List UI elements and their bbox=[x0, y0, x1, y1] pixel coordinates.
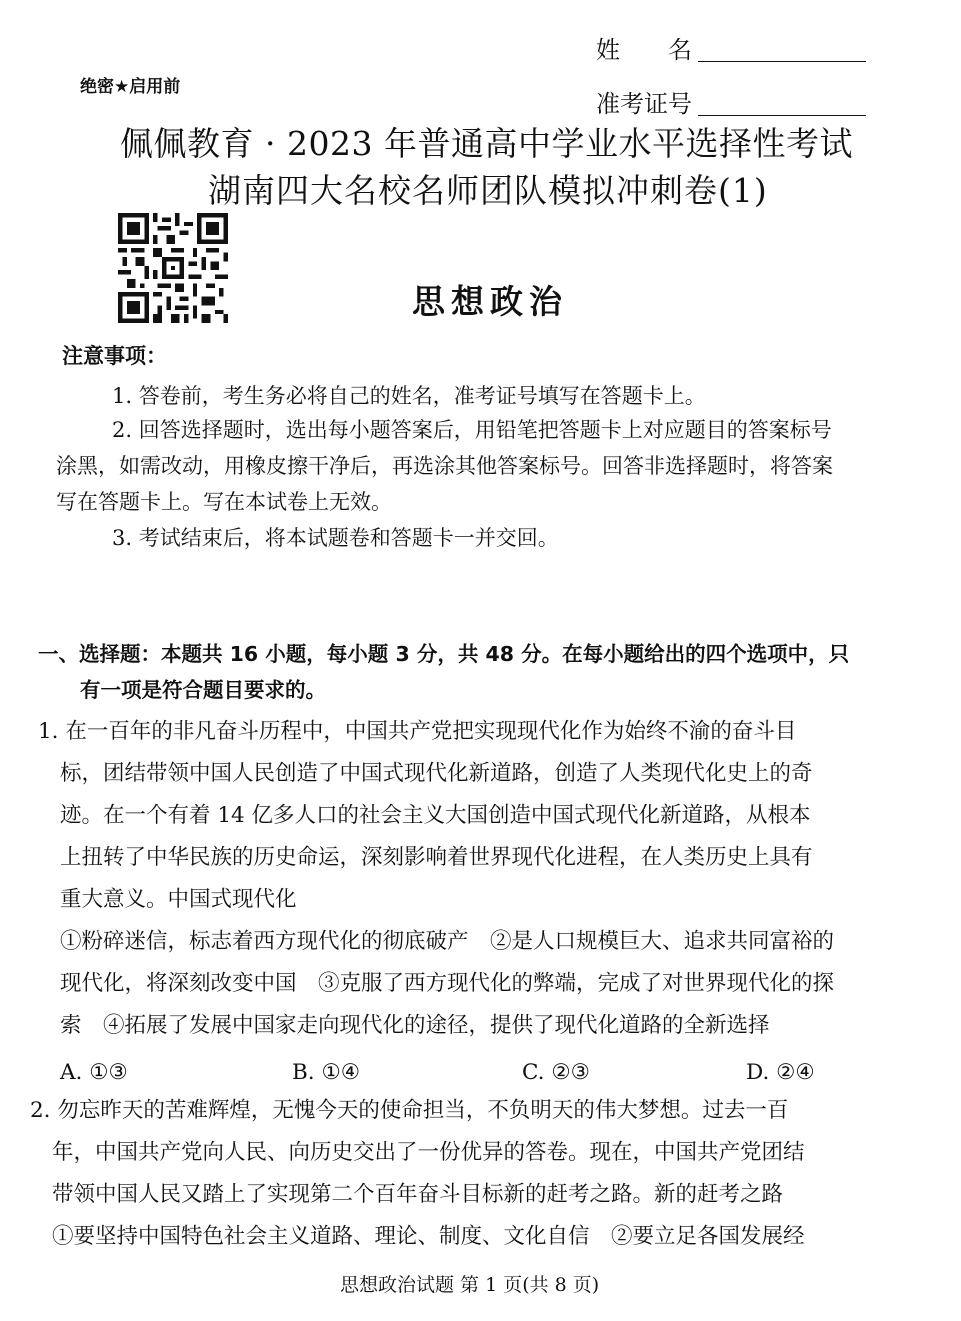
notice-item: 3. 考试结束后，将本试题卷和答题卡一并交回。 bbox=[112, 526, 559, 550]
name-label: 姓 名 bbox=[596, 36, 692, 64]
q2-line: 2. 勿忘昨天的苦难辉煌，无愧今天的使命担当，不负明天的伟大梦想。过去一百 bbox=[30, 1098, 789, 1123]
subject-title: 思想政治 bbox=[412, 282, 568, 321]
q1-option-d: D. ②④ bbox=[746, 1060, 815, 1085]
q1-option-c: C. ②③ bbox=[522, 1060, 590, 1085]
q1-line: 上扭转了中华民族的历史命运，深刻影响着世界现代化进程，在人类历史上具有 bbox=[60, 845, 813, 870]
section-heading-cont: 有一项是符合题目要求的。 bbox=[80, 678, 326, 702]
id-field bbox=[596, 84, 866, 119]
qr-code-icon bbox=[118, 213, 228, 323]
notice-heading: 注意事项： bbox=[62, 344, 167, 368]
q2-line: 带领中国人民又踏上了实现第二个百年奋斗目标新的赶考之路。新的赶考之路 bbox=[52, 1182, 784, 1207]
q2-line: 年，中国共产党向人民、向历史交出了一份优异的答卷。现在，中国共产党团结 bbox=[52, 1140, 805, 1165]
notice-item: 涂黑，如需改动，用橡皮擦干净后，再选涂其他答案标号。回答非选择题时，将答案 bbox=[56, 454, 833, 478]
notice-item: 1. 答卷前，考生务必将自己的姓名，准考证号填写在答题卡上。 bbox=[112, 384, 706, 408]
q1-line: 标，团结带领中国人民创造了中国式现代化新道路，创造了人类现代化史上的奇 bbox=[60, 761, 813, 786]
name-field bbox=[596, 30, 866, 65]
section-heading: 一、选择题：本题共 16 小题，每小题 3 分，共 48 分。在每小题给出的四个选项中，只 bbox=[38, 642, 850, 666]
q1-statement: 索 ④拓展了发展中国家走向现代化的途径，提供了现代化道路的全新选择 bbox=[60, 1013, 770, 1038]
secret-label: 绝密★启用前 bbox=[80, 77, 181, 97]
q1-line: 1. 在一百年的非凡奋斗历程中，中国共产党把实现现代化作为始终不渝的奋斗目 bbox=[38, 719, 797, 744]
id-label: 准考证号 bbox=[596, 90, 692, 118]
notice-item: 写在答题卡上。写在本试卷上无效。 bbox=[56, 490, 392, 514]
id-blank bbox=[698, 115, 866, 116]
q2-line: ①要坚持中国特色社会主义道路、理论、制度、文化自信 ②要立足各国发展经 bbox=[52, 1224, 805, 1249]
exam-subtitle-line: 湖南四大名校名师团队模拟冲刺卷(1) bbox=[208, 171, 768, 210]
q1-option-a: A. ①③ bbox=[60, 1060, 128, 1085]
q1-statement: ①粉碎迷信，标志着西方现代化的彻底破产 ②是人口规模巨大、追求共同富裕的 bbox=[60, 929, 835, 954]
q1-line: 重大意义。中国式现代化 bbox=[60, 887, 297, 912]
exam-title: 佩佩教育 · 2023 年普通高中学业水平选择性考试 bbox=[120, 124, 853, 163]
q1-option-b: B. ①④ bbox=[292, 1060, 361, 1085]
name-blank bbox=[698, 61, 866, 62]
question-1 bbox=[38, 711, 834, 1047]
question-2 bbox=[30, 1090, 805, 1258]
notice-item: 2. 回答选择题时，选出每小题答案后，用铅笔把答题卡上对应题目的答案标号 bbox=[112, 418, 832, 442]
page-footer: 思想政治试题 第 1 页(共 8 页) bbox=[340, 1274, 600, 1296]
q1-line: 迹。在一个有着 14 亿多人口的社会主义大国创造中国式现代化新道路，从根本 bbox=[60, 803, 811, 828]
q1-statement: 现代化，将深刻改变中国 ③克服了西方现代化的弊端，完成了对世界现代化的探 bbox=[60, 971, 835, 996]
